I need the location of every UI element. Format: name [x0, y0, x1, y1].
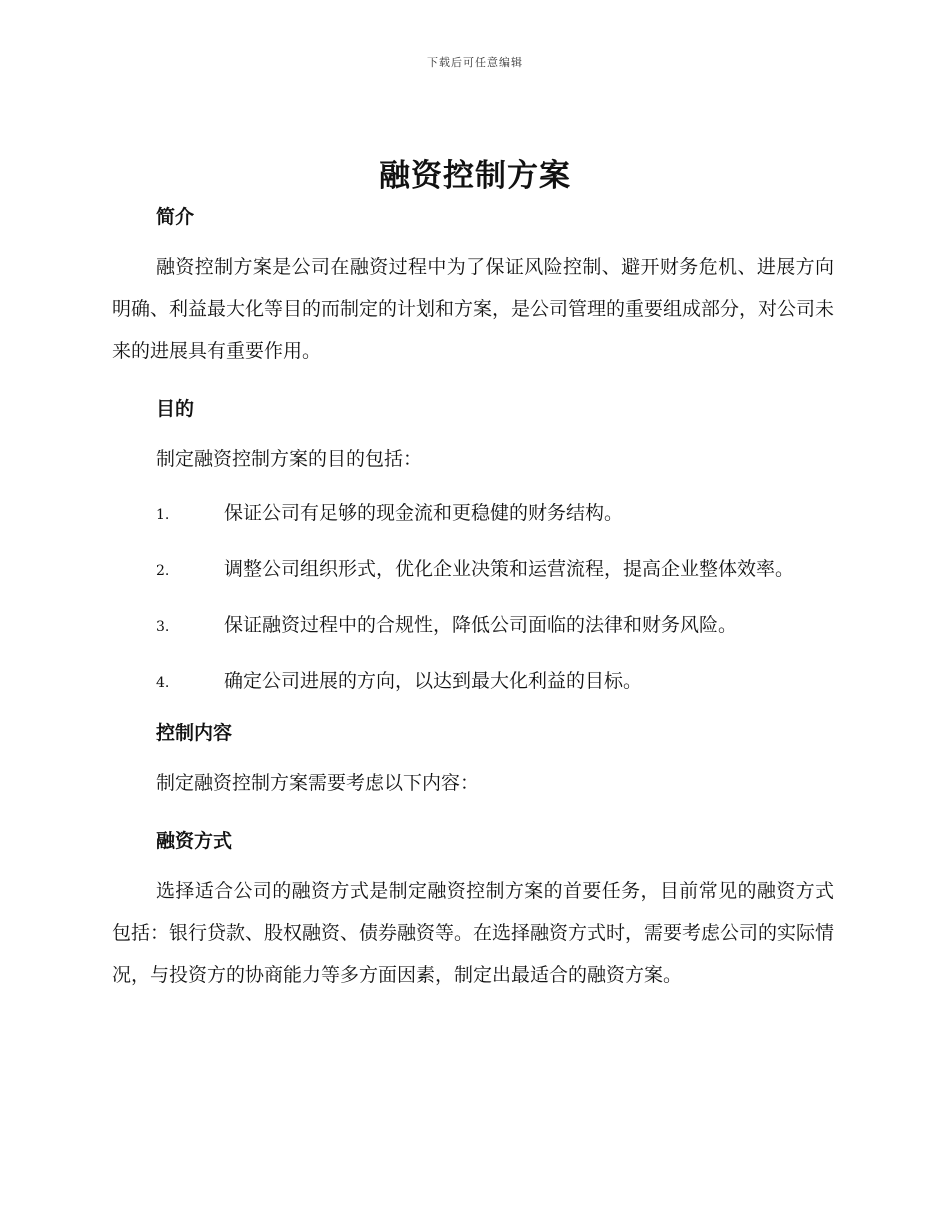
list-number: 4.	[156, 675, 170, 691]
purpose-list-item	[112, 660, 834, 704]
list-number: 2.	[156, 563, 170, 579]
purpose-list-item	[112, 604, 834, 648]
document-body	[112, 200, 834, 996]
section-heading-control: 控制内容	[156, 722, 233, 744]
document-title: 融资控制方案	[379, 158, 571, 194]
list-text: 保证融资过程中的合规性，降低公司面临的法律和财务风险。	[224, 614, 738, 636]
section-heading-purpose: 目的	[156, 398, 195, 420]
list-text: 保证公司有足够的现金流和更稳健的财务结构。	[224, 502, 624, 524]
section-heading-intro: 简介	[156, 206, 195, 228]
purpose-list-item	[112, 548, 834, 592]
purpose-list-item	[112, 492, 834, 536]
list-number: 1.	[156, 507, 170, 523]
control-lead: 制定融资控制方案需要考虑以下内容：	[156, 772, 480, 794]
intro-paragraph: 融资控制方案是公司在融资过程中为了保证风险控制、避开财务危机、进展方向明确、利益最大化等目的而制定的计划和方案，是公司管理的重要组成部分，对公司未来的进展具有重要作用。	[112, 256, 835, 362]
header-note: 下载后可任意编辑	[427, 56, 523, 69]
section-heading-financing-method: 融资方式	[156, 830, 233, 852]
list-number: 3.	[156, 619, 170, 635]
list-text: 调整公司组织形式，优化企业决策和运营流程，提高企业整体效率。	[224, 558, 795, 580]
financing-method-paragraph: 选择适合公司的融资方式是制定融资控制方案的首要任务，目前常见的融资方式包括：银行贷款、股权融资、债券融资等。在选择融资方式时，需要考虑公司的实际情况，与投资方的协商能力等多方面因素，制定出最适合的融资方案。	[112, 880, 835, 986]
list-text: 确定公司进展的方向，以达到最大化利益的目标。	[224, 670, 643, 692]
purpose-lead: 制定融资控制方案的目的包括：	[156, 448, 423, 470]
